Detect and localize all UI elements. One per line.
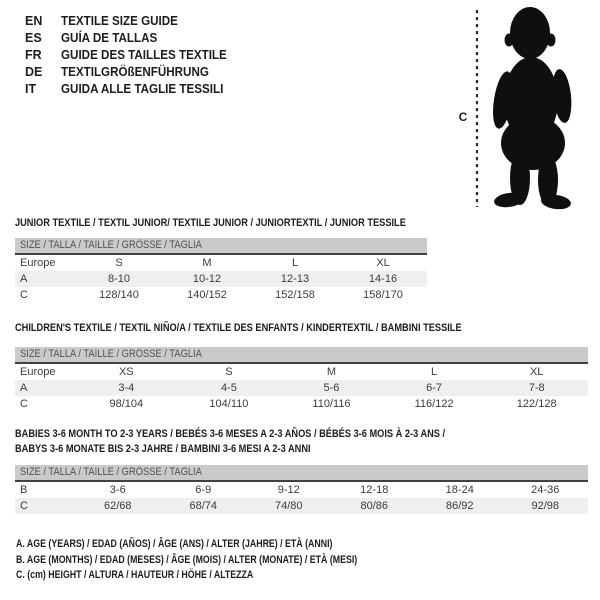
table-row [15,396,588,412]
size-header-label: SIZE / TALLA / TAILLE / GRÖSSE / TAGLIA [20,466,202,478]
row-label: B [20,484,28,496]
size-cell: 86/92 [445,500,474,512]
size-header-label: SIZE / TALLA / TAILLE / GRÖSSE / TAGLIA [20,348,202,360]
size-cell: 18-24 [445,484,474,496]
table-title-text: CHILDREN'S TEXTILE / TEXTIL NIÑO/A / TEXTILE DES ENFANTS / KINDERTEXTIL / BAMBINI TESSILE [15,322,462,334]
size-cell: 158/170 [363,289,403,301]
row-label: A [20,382,28,394]
language-label: TEXTILE SIZE GUIDE [61,14,178,28]
size-cell: 10-12 [192,273,222,285]
size-cell: XL [529,366,544,378]
language-list [25,13,239,98]
size-cell: 14-16 [368,273,398,285]
language-row [25,47,239,64]
table-title-wrap [15,322,588,335]
footnote-text: A. AGE (YEARS) / EDAD (AÑOS) / ÂGE (ANS) / ALTER (JAHRE) / ETÀ (ANNI) [16,538,333,550]
size-cell: 98/104 [109,398,144,410]
size-cell: 9-12 [277,484,300,496]
row-label: Europe [20,257,56,269]
size-cell: S [115,257,123,269]
table-row [15,255,427,271]
size-cell: 7-8 [528,382,545,394]
table-row [15,498,588,514]
table-row [15,482,588,498]
table-title-wrap [15,427,588,457]
language-label: GUIDA ALLE TAGLIE TESSILI [61,82,224,96]
table-title [15,427,588,442]
size-cell: 116/122 [414,398,454,410]
size-cell: 6-9 [195,484,212,496]
height-measure-label: C [458,110,468,124]
size-cell: 68/74 [189,500,218,512]
row-label: C [20,289,28,301]
table-title-wrap [15,217,427,230]
table-title-text: BABYS 3-6 MONATE BIS 2-3 JAHRE / BAMBINI 3-6 MESI A 2-3 ANNI [15,443,311,455]
size-table [15,465,588,514]
language-code: EN [25,14,43,28]
size-cell: 3-4 [118,382,135,394]
size-cell: 152/158 [275,289,315,301]
row-label: A [20,273,28,285]
size-cell: 140/152 [187,289,227,301]
language-row [25,81,239,98]
table-title [15,442,588,457]
row-label: C [20,398,28,410]
size-header-bar [15,347,588,364]
size-cell: XS [118,366,134,378]
language-label: GUIDE DES TAILLES TEXTILE [61,48,227,62]
baby-silhouette-shape [490,7,574,211]
junior-textile-section [15,217,427,303]
table-title [15,322,588,335]
size-cell: 4-5 [220,382,237,394]
table-title [15,217,427,230]
size-cell: 12-13 [280,273,310,285]
size-cell: 128/140 [99,289,139,301]
baby-silhouette-icon [450,0,580,212]
row-label: Europe [20,366,56,378]
footnote-line [16,553,443,569]
table-row [15,271,427,287]
language-code: ES [25,31,42,45]
language-row [25,30,239,47]
footnote-line [16,537,443,553]
size-cell: 92/98 [531,500,560,512]
size-cell: M [326,366,337,378]
language-label: TEXTILGRÖßENFÜHRUNG [61,65,209,79]
size-table [15,238,427,303]
language-row [25,13,239,30]
language-code: IT [25,82,37,96]
size-cell: S [225,366,233,378]
size-header-bar [15,238,427,255]
size-cell: 104/110 [209,398,249,410]
size-cell: M [202,257,212,269]
size-header-label: SIZE / TALLA / TAILLE / GRÖSSE / TAGLIA [20,239,202,251]
table-row [15,364,588,380]
size-cell: 74/80 [274,500,303,512]
table-title-text: BABIES 3-6 MONTH TO 2-3 YEARS / BEBÉS 3-6 MESES A 2-3 AÑOS / BÉBÉS 3-6 MOIS À 2-3 ANS / [15,428,446,440]
footnote-text: B. AGE (MONTHS) / EDAD (MESES) / ÂGE (MOIS) / ALTER (MONATE) / ETÀ (MESI) [16,553,358,566]
footnote-text: C. (cm) HEIGHT / ALTURA / HAUTEUR / HÖHE / ALTEZZA [16,569,254,581]
size-cell: 8-10 [107,273,131,285]
size-cell: 122/128 [516,398,557,410]
language-code: FR [25,48,42,62]
size-table [15,347,588,412]
size-cell: 12-18 [360,484,389,496]
footnote-line [16,568,443,584]
footnote-legend [16,537,443,584]
language-row [25,64,239,81]
table-row [15,287,427,303]
size-header-bar [15,465,588,482]
table-title-text: JUNIOR TEXTILE / TEXTIL JUNIOR/ TEXTILE JUNIOR / JUNIORTEXTIL / JUNIOR TESSILE [15,217,406,229]
language-code: DE [25,65,43,79]
size-cell: XL [376,257,390,269]
size-cell: 62/68 [103,500,132,512]
row-label: C [20,500,28,512]
size-cell: 80/86 [360,500,389,512]
size-cell: L [431,366,438,378]
size-cell: L [291,257,299,269]
size-cell: 6-7 [426,382,443,394]
childrens-textile-section [15,322,588,412]
table-row [15,380,588,396]
babies-textile-section [15,427,588,514]
language-label: GUÍA DE TALLAS [61,31,158,45]
size-cell: 3-6 [109,484,126,496]
size-cell: 5-6 [323,382,340,394]
size-cell: 110/116 [312,398,351,410]
size-cell: 24-36 [531,484,560,496]
